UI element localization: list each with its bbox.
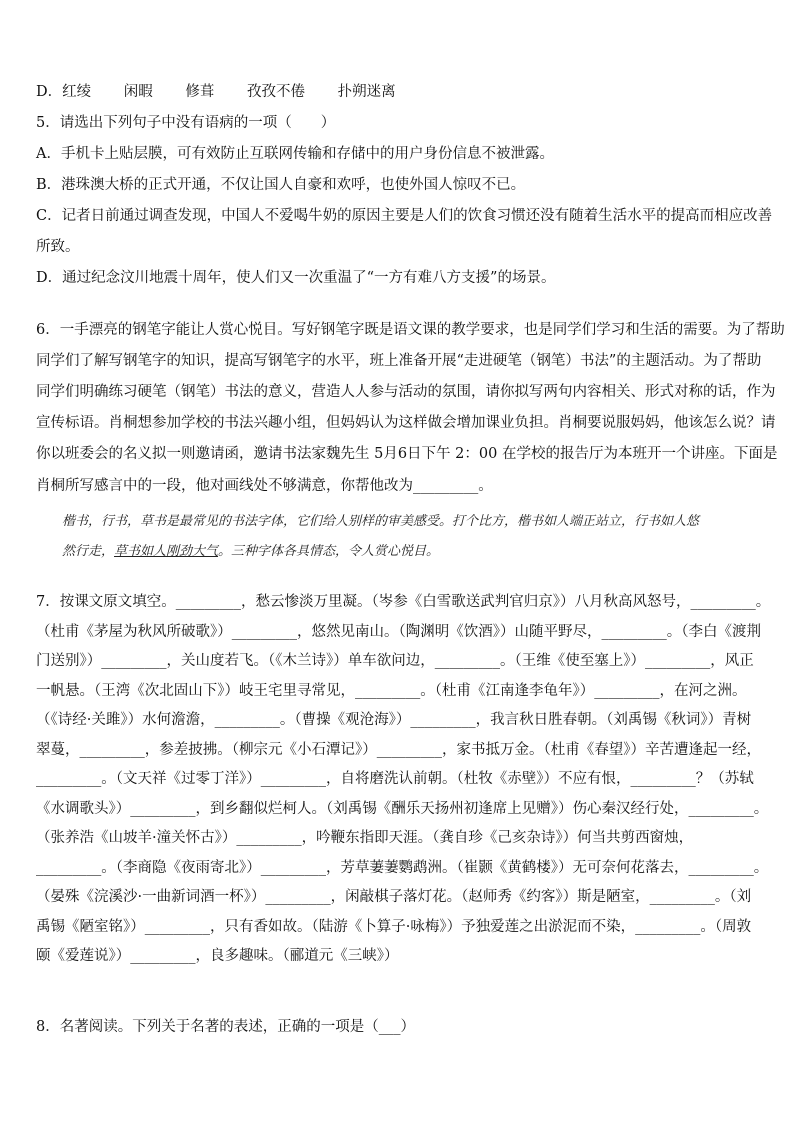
q7-line-1: 7．按课文原文填空。_________，愁云惨淡万里凝。（岑参《白雪歌送武判官归京》）八月秋高风怒号，_________。 (36, 594, 771, 610)
q4-option-d (36, 82, 764, 102)
q6-cursive-line-2 (62, 540, 439, 559)
q7-line-6: 翠蔓，_________，参差披拂。（柳宗元《小石潭记》）_________，家书抵万金。（杜甫《春望》）辛苦遭逢起一经， (36, 741, 761, 758)
q5-option-d: D．通过纪念汶川地震十周年，使人们又一次重温了“一方有难八方支援”的场景。 (36, 270, 556, 286)
q5-stem: 5．请选出下列句子中没有语病的一项（ ） (36, 115, 336, 131)
q4-d-label: D．红绫 (36, 84, 92, 100)
q6-line-6: 肖桐所写感言中的一段，他对画线处不够满意，你帮他改为_________。 (36, 478, 493, 494)
q7-block (36, 588, 771, 972)
q7-line-4: 一帆悬。（王湾《次北固山下》）岐王宅里寻常见，_________。（杜甫《江南逢李龟年》）_________，在河之洲。 (36, 682, 747, 699)
q7-line-9: （张养浩《山坡羊·潼关怀古》）_________，吟鞭东指即天涯。（龚自珍《己亥杂诗》）何当共剪西窗烛， (36, 830, 694, 846)
q6-line-1: 6．一手漂亮的钢笔字能让人赏心悦目。写好钢笔字既是语文课的教学要求，也是同学们学习和生活的需要。为了帮助 (36, 322, 785, 338)
q7-line-7: _________。（文天祥《过零丁洋》）_________，自将磨洗认前朝。（杜牧《赤壁》）不应有恨，_________？（苏轼 (36, 771, 754, 787)
q5-option-c-line2: 所致。 (36, 239, 80, 255)
q6-line-3: 同学们明确练习硬笔（钢笔）书法的意义，营造人人参与活动的氛围，请你拟写两句内容相关、形式对称的话，作为 (36, 384, 776, 400)
q7-line-2: （杜甫《茅屋为秋风所破歌》）_________，悠然见南山。（陶渊明《饮酒》）山随平野尽，_________。（李白《渡荆 (36, 623, 761, 640)
q4-d-word-3: 孜孜不倦 (246, 84, 305, 100)
q7-line-8: 《水调歌头》）_________，到乡翻似烂柯人。（刘禹锡《酬乐天扬州初逢席上见赠》）伤心秦汉经行处，_________。 (36, 800, 769, 817)
q7-line-12: 禹锡《陋室铭》）_________，只有香如故。（陆游《卜算子·咏梅》）予独爱莲之出淤泥而不染，_________。（周敦 (36, 918, 752, 935)
q7-line-3: 门送别》）_________，关山度若飞。（《木兰诗》）单车欲问边，_________。（王维《使至塞上》）_________，风正 (36, 653, 754, 669)
q7-line-10: _________。（李商隐《夜雨寄北》）_________，芳草萋萋鹦鹉洲。（崔颢《黄鹤楼》）无可奈何花落去，_________。 (36, 859, 769, 876)
q7-line-13: 颐《爱莲说》）_________，良多趣味。（郦道元《三峡》） (36, 948, 399, 964)
q7-line-11: （晏殊《浣溪沙·一曲新词酒一杯》）_________，闲敲棋子落灯花。（赵师秀《约客》）斯是陋室，_________。（刘 (36, 889, 752, 905)
q6-line-2: 同学们了解写钢笔字的知识，提高写钢笔字的水平，班上准备开展“走进硬笔（钢笔）书法”的主题活动。为了帮助 (36, 353, 762, 369)
q6-line-5: 你以班委会的名义拟一则邀请函，邀请书法家魏先生 5月6日下午 2：00 在学校的报告厅为本班开一个讲座。下面是 (36, 446, 778, 462)
q6-cursive-underlined: 草书如人刚劲大气 (114, 544, 219, 559)
q5-option-a: A．手机卡上贴层膜，可有效防止互联网传输和存储中的用户身份信息不被泄露。 (36, 146, 554, 162)
q5-option-c-line1: C．记者日前通过调查发现，中国人不爱喝牛奶的原因主要是人们的饮食习惯还没有随着生活水平的提高而相应改善 (36, 208, 773, 224)
q6-cursive-pre: 然行走， (62, 544, 115, 559)
q8-stem: 8．名著阅读。下列关于名著的表述，正确的一项是（___） (36, 1019, 415, 1035)
q7-line-5: （《诗经·关雎》）水何澹澹，_________。（曹操《观沧海》）_________，我言秋日胜春朝。（刘禹锡《秋词》）青树 (36, 712, 752, 728)
q6-line-4: 宣传标语。肖桐想参加学校的书法兴趣小组，但妈妈认为这样做会增加课业负担。肖桐要说服妈妈，他该怎么说？请 (36, 415, 776, 431)
q6-cursive-line-1: 楷书，行书，草书是最常见的书法字体，它们给人别样的审美感受。打个比方，楷书如人端正站立，行书如人悠 (62, 514, 700, 529)
q5-option-b: B．港珠澳大桥的正式开通，不仅让国人自豪和欢呼，也使外国人惊叹不已。 (36, 177, 526, 193)
q6-cursive-post: 。三种字体各具情态，令人赏心悦目。 (218, 544, 440, 559)
q4-d-word-4: 扑朔迷离 (337, 84, 396, 100)
q4-d-word-2: 修葺 (185, 84, 215, 100)
q4-d-word-1: 闲暇 (123, 84, 153, 100)
